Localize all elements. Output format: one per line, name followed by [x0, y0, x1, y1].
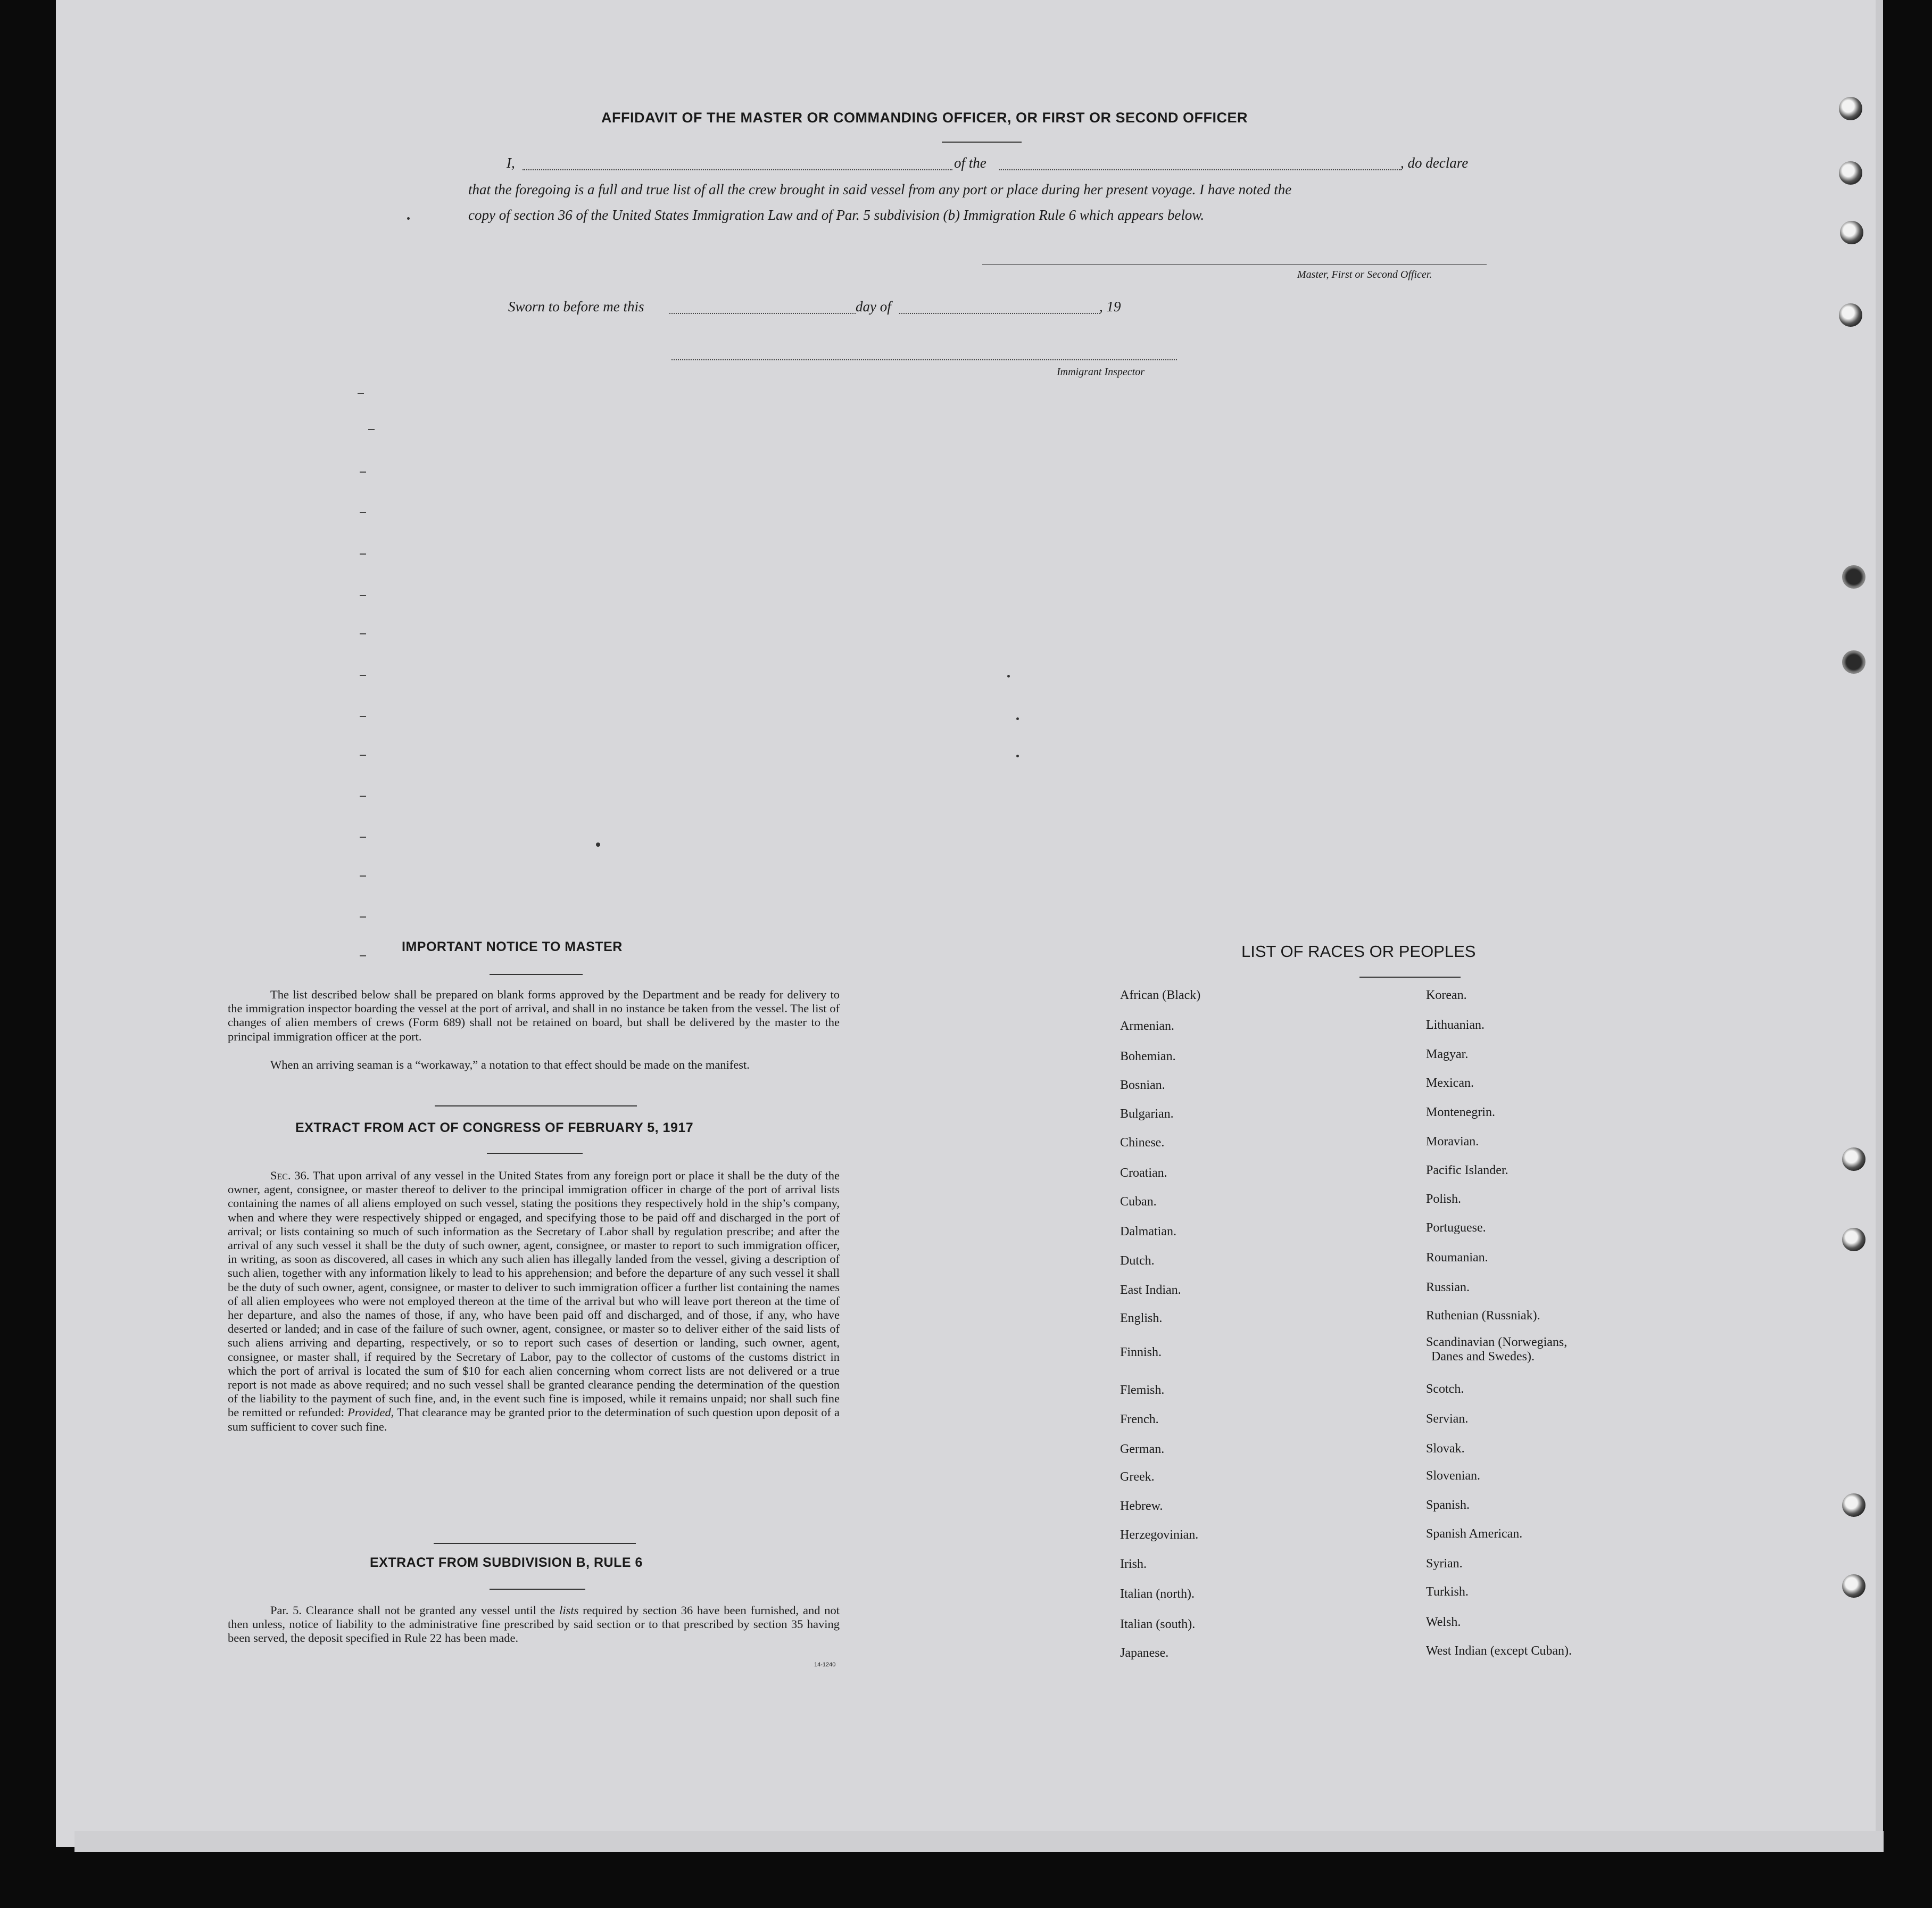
- divider: [1359, 977, 1461, 978]
- sworn-date-blank: [669, 313, 856, 314]
- race-item: Chinese.: [1120, 1136, 1165, 1150]
- page-edge: [1876, 0, 1883, 1831]
- inspector-label: Immigrant Inspector: [1057, 366, 1145, 378]
- affidavit-line2: that the foregoing is a full and true list of all the crew brought in said vessel from any port or place during her present voyage. I have noted the: [468, 181, 1292, 197]
- sworn-month-blank: [899, 313, 1100, 314]
- race-item: Bohemian.: [1120, 1050, 1176, 1063]
- margin-tick: [360, 755, 366, 756]
- race-item: Turkish.: [1426, 1585, 1469, 1599]
- name-blank: [523, 169, 952, 170]
- race-item: Japanese.: [1120, 1646, 1169, 1660]
- affidavit-declare: , do declare: [1400, 155, 1469, 171]
- act-title: EXTRACT FROM ACT OF CONGRESS OF FEBRUARY 5, 1917: [295, 1120, 694, 1135]
- race-item: Lithuanian.: [1426, 1018, 1485, 1032]
- margin-tick: [360, 472, 366, 473]
- rule6-paragraph: [228, 1604, 840, 1646]
- binder-hole: [1842, 1147, 1865, 1171]
- race-item: Korean.: [1426, 988, 1467, 1002]
- race-item: German.: [1120, 1442, 1165, 1456]
- race-item: Dalmatian.: [1120, 1225, 1176, 1238]
- divider: [490, 974, 583, 975]
- race-item: Mexican.: [1426, 1076, 1474, 1090]
- margin-tick: [360, 675, 366, 676]
- margin-tick: [358, 393, 364, 394]
- binder-hole: [1842, 650, 1865, 674]
- divider: [435, 1105, 637, 1106]
- binder-hole: [1839, 161, 1862, 185]
- race-item: Pacific Islander.: [1426, 1163, 1508, 1177]
- divider: [434, 1543, 636, 1544]
- race-item: Scotch.: [1426, 1382, 1464, 1396]
- page-underlay: [74, 1831, 1884, 1852]
- ink-speck: [1007, 675, 1010, 678]
- race-item: Ruthenian (Russniak).: [1426, 1309, 1540, 1323]
- race-item: Danes and Swedes).: [1431, 1350, 1535, 1364]
- race-item: Montenegrin.: [1426, 1105, 1495, 1119]
- document-page: [56, 0, 1876, 1847]
- race-item: Scandinavian (Norwegians,: [1426, 1335, 1568, 1349]
- race-item: Portuguese.: [1426, 1221, 1486, 1235]
- binder-hole: [1842, 1493, 1865, 1517]
- races-title: LIST OF RACES OR PEOPLES: [1241, 942, 1476, 961]
- rule6-lists-word: lists: [559, 1604, 579, 1617]
- binder-hole: [1842, 1228, 1865, 1251]
- race-item: French.: [1120, 1413, 1159, 1426]
- race-item: Slovak.: [1426, 1442, 1465, 1456]
- margin-tick: [360, 837, 366, 838]
- margin-tick: [360, 796, 366, 797]
- margin-tick: [360, 916, 366, 918]
- race-item: Flemish.: [1120, 1383, 1165, 1397]
- act-body-part-2: That clearance may be granted prior to the determination of such question upon deposit of a sum sufficient to cover such fine.: [228, 1406, 840, 1433]
- vessel-blank: [999, 169, 1402, 170]
- ink-speck: [1016, 755, 1019, 757]
- inspector-signature-line: [671, 359, 1177, 360]
- margin-tick: [360, 595, 366, 596]
- race-item: Italian (south).: [1120, 1617, 1196, 1631]
- race-item: Italian (north).: [1120, 1587, 1195, 1601]
- race-item: Bosnian.: [1120, 1078, 1165, 1092]
- race-item: Magyar.: [1426, 1047, 1469, 1061]
- race-item: Syrian.: [1426, 1557, 1463, 1571]
- margin-tick: [360, 716, 366, 717]
- race-item: Herzegovinian.: [1120, 1528, 1199, 1542]
- race-item: Welsh.: [1426, 1615, 1461, 1629]
- affidavit-title: AFFIDAVIT OF THE MASTER OR COMMANDING OFFICER, OR FIRST OR SECOND OFFICER: [601, 110, 1248, 126]
- race-item: Croatian.: [1120, 1166, 1167, 1180]
- notice-title: IMPORTANT NOTICE TO MASTER: [402, 939, 623, 954]
- margin-tick: [368, 429, 375, 430]
- race-item: Servian.: [1426, 1412, 1469, 1426]
- race-item: Roumanian.: [1426, 1251, 1488, 1265]
- affidavit-i: I,: [507, 155, 515, 171]
- margin-tick: [360, 554, 366, 555]
- race-item: East Indian.: [1120, 1283, 1181, 1297]
- notice-paragraph-1: The list described below shall be prepared on blank forms approved by the Department and be ready for delivery to the immigration inspector boarding the vessel at the port of arrival, and shall in no instance be taken from the vessel. The list of changes of alien members of crews (Form 689) shall not be retained on board, but shall be delivered by the master to the principal immigration officer at the port.: [228, 988, 840, 1043]
- binder-hole: [1839, 303, 1862, 327]
- form-number: 14-1240: [814, 1662, 836, 1668]
- ink-speck: [596, 843, 600, 847]
- binder-hole: [1842, 565, 1865, 589]
- ink-speck: [1016, 717, 1019, 720]
- race-item: African (Black): [1120, 988, 1201, 1002]
- rule6-text-part-1: Par. 5. Clearance shall not be granted any vessel until the: [270, 1604, 555, 1617]
- act-provided-word: Provided,: [347, 1406, 394, 1419]
- race-item: Finnish.: [1120, 1345, 1162, 1359]
- rule6-title: EXTRACT FROM SUBDIVISION B, RULE 6: [370, 1555, 643, 1570]
- race-item: Russian.: [1426, 1281, 1470, 1294]
- ink-speck: [407, 217, 410, 220]
- sworn-day-of: day of: [856, 299, 891, 315]
- race-item: Cuban.: [1120, 1195, 1157, 1209]
- binder-hole: [1842, 1574, 1865, 1598]
- race-item: West Indian (except Cuban).: [1426, 1644, 1572, 1658]
- margin-tick: [360, 875, 366, 877]
- margin-tick: [360, 633, 366, 634]
- affidavit-line3: copy of section 36 of the United States Immigration Law and of Par. 5 subdivision (b) Immigration Rule 6 which appears below.: [468, 207, 1205, 223]
- race-item: Slovenian.: [1426, 1469, 1480, 1483]
- divider: [487, 1153, 583, 1154]
- act-section-label: Sec. 36.: [270, 1169, 310, 1182]
- race-item: Hebrew.: [1120, 1499, 1163, 1513]
- binder-hole: [1840, 221, 1863, 244]
- affidavit-of-the: of the: [954, 155, 986, 171]
- race-item: Armenian.: [1120, 1019, 1174, 1033]
- race-item: Dutch.: [1120, 1254, 1155, 1268]
- divider: [490, 1589, 585, 1590]
- rule6-text-part-2: required by section 36 have been furnished, and not then unless, notice of liability to the administrative fine prescribed by said section or to that prescribed by section 35 having been served, the deposit specified in Rule 22 has been made.: [228, 1604, 840, 1645]
- race-item: English.: [1120, 1311, 1163, 1325]
- race-item: Spanish.: [1426, 1498, 1470, 1512]
- margin-tick: [360, 955, 366, 956]
- sworn-text: Sworn to before me this: [508, 299, 644, 315]
- signature-line: [982, 264, 1487, 265]
- race-item: Greek.: [1120, 1470, 1155, 1484]
- race-item: Bulgarian.: [1120, 1107, 1174, 1121]
- act-section-36: [228, 1169, 840, 1434]
- race-item: Moravian.: [1426, 1135, 1479, 1149]
- signature-label: Master, First or Second Officer.: [1297, 269, 1432, 280]
- race-item: Polish.: [1426, 1192, 1462, 1206]
- divider: [942, 142, 1022, 143]
- sworn-year: , 19: [1099, 299, 1121, 315]
- act-body-part-1: That upon arrival of any vessel in the United States from any foreign port or place it shall be the duty of the owner, agent, consignee, or master thereof to deliver to the principal immigration officer in charge of the port of arrival lists containing the names of all aliens employed on such vessel, stating the positions they respectively hold in the ship’s company, when and where they were respectively shipped or engaged, and specifying those to be paid off and discharged in the port of arrival; or lists containing so much of such information as the Secretary of Labor shall by regulation prescribe; and after the arrival of any such vessel it shall be the duty of such owner, agent, consignee, or master to report to such immigration officer, in writing, as soon as discovered, all cases in which any such alien has illegally landed from the vessel, giving a description of such alien, together with any information likely to lead to his apprehension; and before the departure of any such vessel it shall be the duty of such owner, agent, consignee, or master to deliver to such immigration officer a further list containing the names of all alien employees who were not employed thereon at the time of the arrival but who will leave port thereon at the time of her departure, and also the names of those, if any, who have been paid off and discharged, and of those, if any, who have deserted or landed; and in case of the failure of such owner, agent, consignee, or master so to deliver either of the said lists of such aliens arriving and departing, respectively, or so to report such cases of desertion or landing, such owner, agent, consignee, or master shall, if required by the Secretary of Labor, pay to the collector of customs of the customs district in which the port of arrival is located the sum of $10 for each alien concerning whom correct lists are not delivered or a true report is not made as above required; and no such vessel shall be granted clearance pending the determination of the question of the liability to the payment of such fine, and, in the event such fine is imposed, while it remains unpaid; nor shall such fine be remitted or refunded:: [228, 1169, 840, 1419]
- margin-tick: [360, 512, 366, 513]
- race-item: Irish.: [1120, 1557, 1147, 1571]
- notice-paragraph-2: When an arriving seaman is a “workaway,” a notation to that effect should be made on the manifest.: [270, 1058, 750, 1071]
- race-item: Spanish American.: [1426, 1527, 1523, 1541]
